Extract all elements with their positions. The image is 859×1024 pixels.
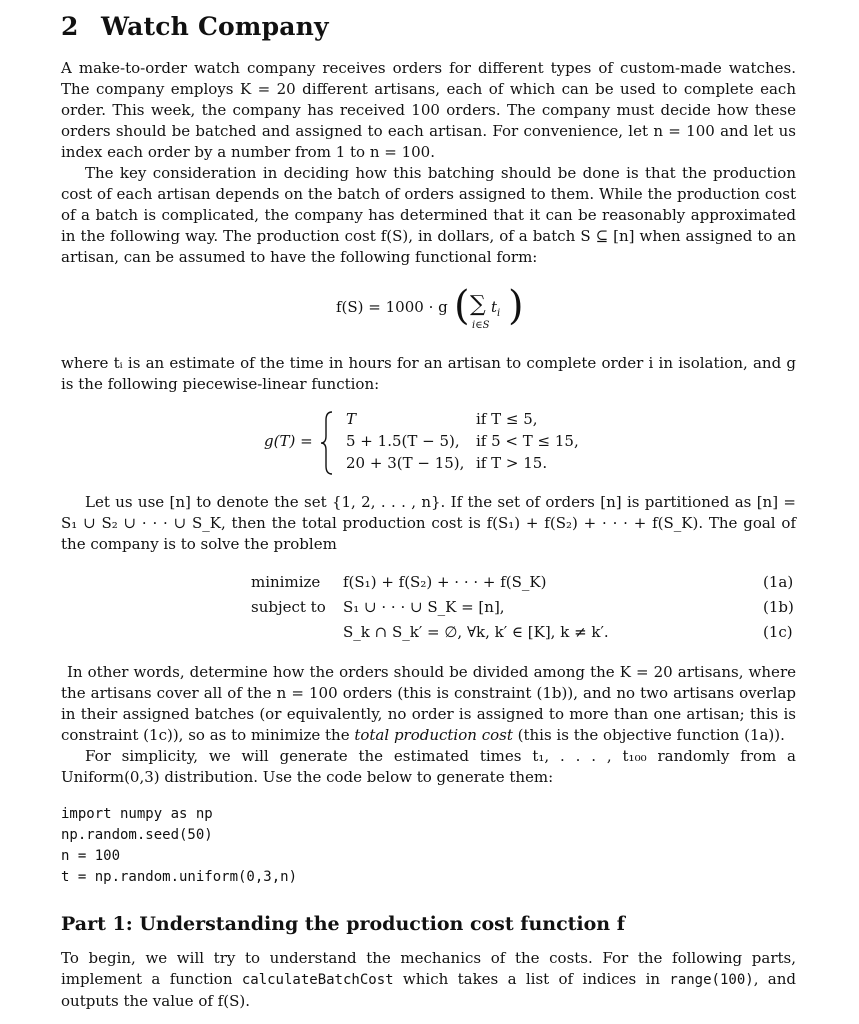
paragraph-random-text: For simplicity, we will generate the estimated times t₁, . . . , t₁₀₀ randomly from a Uniform(0,3) distribution. Use the code below to generate them: bbox=[61, 747, 796, 786]
equation-g bbox=[264, 410, 604, 476]
case-3-cond: if T > 15. bbox=[476, 454, 548, 472]
case-2-cond: if 5 < T ≤ 15, bbox=[476, 432, 579, 450]
problem-constraint-disjoint: S_k ∩ S_k′ = ∅, ∀k, k′ ∈ [K], k ≠ k′. bbox=[343, 623, 609, 641]
section-title: Watch Company bbox=[101, 12, 329, 41]
equation-g-lhs: g(T) = bbox=[264, 432, 313, 450]
paragraph-cost-text: The key consideration in deciding how this batching should be done is that the production cost of each artisan depends on the batch of orders assigned to them. While the production cost of a batch is complicated, the company has determined that it can be reasonably approximated in the following way. The production cost f(S), in dollars, of a batch S ⊆ [n] when assigned to an artisan, can be assumed to have the following functional form: bbox=[61, 164, 796, 266]
problem-constraint-cover: S₁ ∪ · · · ∪ S_K = [n], bbox=[343, 598, 505, 616]
paragraph-random bbox=[61, 746, 796, 788]
summation-symbol: ∑ bbox=[470, 292, 486, 317]
equation-f-lhs: f(S) = 1000 · g bbox=[336, 298, 448, 316]
case-1-expr: T bbox=[346, 410, 357, 428]
part1-text-b: which takes a list of indices in bbox=[393, 970, 670, 988]
equation-tag-1b: (1b) bbox=[763, 598, 794, 616]
code-block: import numpy as np np.random.seed(50) n = 100 t = np.random.uniform(0,3,n) bbox=[61, 806, 298, 885]
emphasis-total-cost: total production cost bbox=[354, 726, 513, 744]
summand-t: t bbox=[491, 298, 498, 316]
paragraph-partition-text: Let us use [n] to denote the set {1, 2, . . . , n}. If the set of orders [n] is partitioned as [n] = S₁ ∪ S₂ ∪ · · · ∪ S_K, then the total production cost is f(S₁) + f(S₂) + · · · + f(S_K). The goal of the company is to solve the problem bbox=[61, 493, 796, 553]
case-3-expr: 20 + 3(T − 15), bbox=[346, 454, 465, 472]
section-heading bbox=[61, 12, 329, 41]
paragraph-explanation-a: In other words, determine how the orders should be divided among the K = 20 artisans, where the artisans cover all of the n = 100 orders (this is constraint (1b)), and no two artisans overlap in their assigned batches (or equivalently, no order is assigned to more than one artisan; this is constraint (1c)), so as to minimize the bbox=[61, 663, 796, 744]
right-paren: ) bbox=[508, 283, 524, 329]
case-2-expr: 5 + 1.5(T − 5), bbox=[346, 432, 460, 450]
left-paren: ( bbox=[454, 283, 470, 329]
sum-limit: i∈S bbox=[472, 320, 490, 331]
part1-text-c: , and outputs the value of f(S). bbox=[61, 970, 796, 1010]
summand bbox=[491, 298, 500, 319]
problem-label-minimize: minimize bbox=[251, 573, 321, 591]
section-number: 2 bbox=[61, 12, 79, 41]
problem-objective: f(S₁) + f(S₂) + · · · + f(S_K) bbox=[343, 573, 547, 591]
paragraph-explanation-b: (this is the objective function (1a)). bbox=[512, 726, 785, 744]
paragraph-partition bbox=[61, 492, 796, 555]
paragraph-g-intro: where tᵢ is an estimate of the time in hours for an artisan to complete order i in isolation, and g is the following piecewise-linear function: bbox=[61, 354, 796, 393]
equation-tag-1c: (1c) bbox=[763, 623, 793, 641]
inline-code-range: range(100) bbox=[669, 972, 754, 988]
paragraph-cost-description bbox=[61, 163, 796, 268]
brace-icon bbox=[320, 410, 334, 476]
paragraph-part1 bbox=[61, 948, 796, 1012]
paragraph-intro: A make-to-order watch company receives orders for different types of custom-made watches. The company employs K = 20 different artisans, each of which can be used to complete each order. This week, the company has received 100 orders. The company must decide how these orders should be batched and assigned to each artisan. For convenience, let n = 100 and let us index each order by a number from 1 to n = 100. bbox=[61, 59, 796, 161]
case-1-cond: if T ≤ 5, bbox=[476, 410, 538, 428]
equation-tag-1a: (1a) bbox=[763, 573, 794, 591]
inline-code-function-name: calculateBatchCost bbox=[241, 972, 394, 988]
problem-label-subject-to: subject to bbox=[251, 598, 326, 616]
part1-text-a: To begin, we will try to understand the mechanics of the costs. For the following parts, implement a function bbox=[61, 949, 796, 988]
paragraph-explanation bbox=[61, 662, 796, 746]
summand-sub: i bbox=[497, 308, 501, 319]
part1-heading: Part 1: Understanding the production cost function f bbox=[61, 913, 625, 935]
